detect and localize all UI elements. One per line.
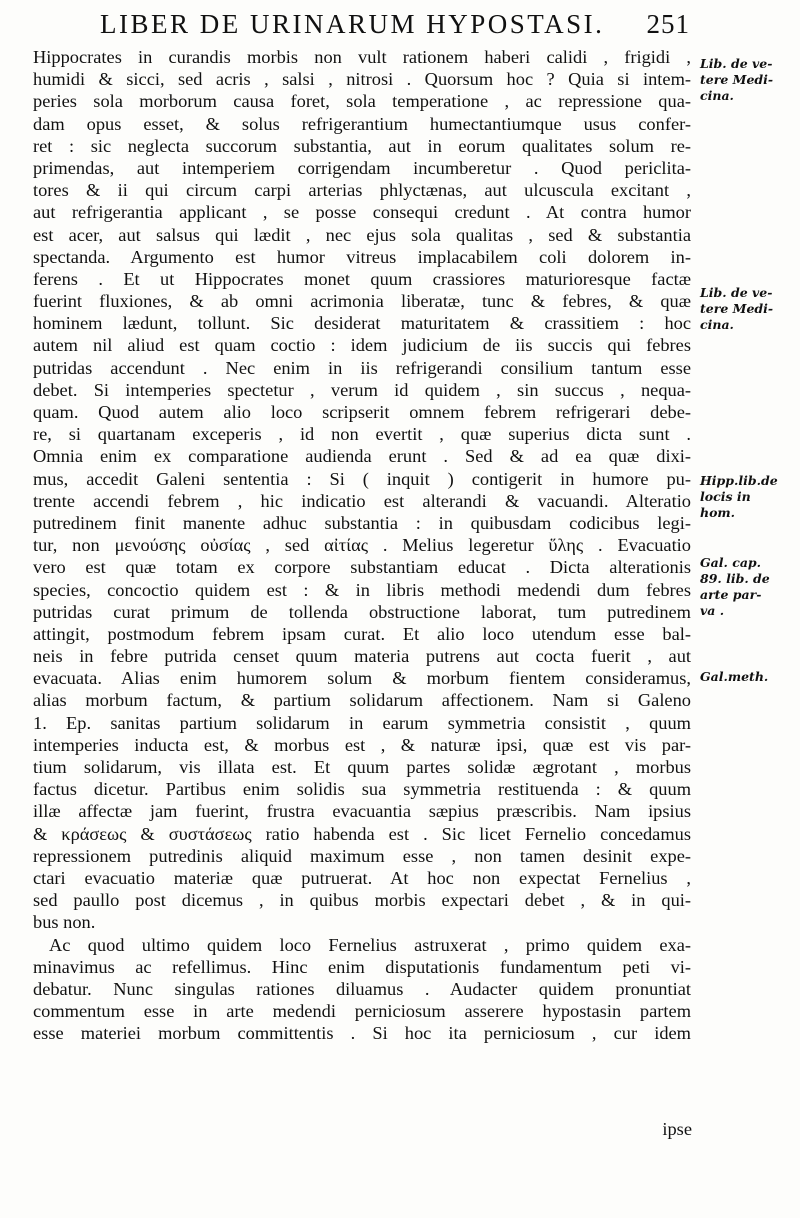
text-line: primendas, aut intemperiem corrigendam incumberetur . Quod periclita- (33, 157, 691, 178)
text-line: peries sola morborum causa foret, sola temperatione , ac repressione qua- (33, 91, 691, 112)
margin-note (700, 56, 796, 104)
text-line: bus non. (33, 912, 96, 933)
text-line: intemperies inducta est, & morbus est , & naturæ ipsi, quæ est vis par- (33, 734, 691, 755)
margin-note-line: Lib. de ve- (700, 285, 773, 300)
text-line: esse materiei morbum committentis . Si hoc ita perniciosum , cur idem (33, 1023, 691, 1044)
text-line: alias morbum factum, & partium solidarum affectionem. Nam si Galeno (33, 690, 691, 711)
text-line: minavimus ac refellimus. Hinc enim disputationis fundamentum peti vi- (33, 956, 691, 977)
text-line: 1. Ep. sanitas partium solidarum in earum symmetria consistit , quum (33, 712, 691, 733)
text-line: neis in febre putrida censet quum materia putrens aut cocta fuerit , aut (33, 646, 691, 667)
margin-note-line: Gal. cap. (700, 555, 762, 570)
text-line: putredinem finit manente adhuc substantia : in quibusdam codicibus legi- (33, 512, 691, 533)
text-line: & κράσεως & συστάσεως ratio habenda est . Sic licet Fernelio concedamus (33, 823, 691, 844)
margin-note-line: va . (700, 603, 725, 618)
catchword: ipse (662, 1119, 692, 1139)
margin-note-line: cina. (700, 317, 734, 332)
text-line: repressionem putredinis aliquid maximum esse , non tamen desinit expe- (33, 845, 691, 866)
text-line: quam. Quod autem alio loco scripserit omnem febrem refrigerari debe- (33, 402, 691, 422)
margin-note (700, 473, 796, 521)
text-line: debet. Si intemperies spectetur , verum id quidem , sin succus , nequa- (33, 379, 691, 400)
page-number: 251 (646, 9, 690, 39)
text-line: tur, non μενούσης οὐσίας , sed αἰτίας . Melius legeretur ὕλης . Evacuatio (33, 535, 691, 556)
text-line: trente accendi febrem , hic indicatio est alterandi & vacuandi. Alteratio (33, 490, 691, 511)
text-line: Hippocrates in curandis morbis non vult rationem haberi calidi , frigidi , (33, 47, 691, 67)
main-text-block (33, 46, 691, 1044)
margin-note-line: 89. lib. de (700, 571, 770, 586)
text-line: Omnia enim ex comparatione audienda erunt . Sed & ad ea quæ dixi- (33, 446, 691, 467)
text-line: est acer, aut salsus qui lædit , nec ejus sola qualitas , sed & substantia (33, 224, 691, 245)
text-line: ret : sic neglecta succorum substantia, aut in eorum qualitates solum re- (33, 135, 691, 156)
text-line: species, concoctio quidem est : & in libris methodi medendi dum febres (33, 579, 691, 600)
margin-note-line: locis in (700, 489, 751, 504)
text-line: evacuata. Alias enim humorem solum & morbum fientem consideramus, (33, 668, 691, 689)
text-line: mus, accedit Galeni sententia : Si ( inquit ) contigerit in humore pu- (33, 468, 691, 489)
margin-note-line: tere Medi- (700, 301, 774, 316)
text-line: hominem lædunt, tollunt. Sic desiderat maturitatem & crassitiem : hoc (33, 313, 691, 334)
margin-note-line: Gal.meth. (700, 669, 769, 684)
text-line: tores & ii qui circum carpi arterias phlyctænas, aut ulcuscula excitant , (33, 180, 691, 201)
margin-note-line: Lib. de ve- (700, 56, 773, 71)
running-head (100, 6, 690, 42)
text-line: putridas curat primum de tollenda obstructione laborat, tum putredinem (33, 601, 691, 622)
text-line: illæ affectæ jam fuerint, frustra evacuantia sæpius præscribis. Nam ipsius (33, 801, 691, 822)
text-line: re, si quartanam exceperis , id non evertit , quæ superius dicta sunt . (33, 424, 691, 445)
margin-note-line: hom. (700, 505, 736, 520)
text-line: commentum esse in arte medendi perniciosum asserere hypostasin partem (33, 1001, 691, 1022)
text-line: vero est quæ totam ex corpore substantiam educat . Dicta alterationis (33, 557, 691, 578)
text-line: ferens . Et ut Hippocrates monet quum crassiores maturioresque factæ (33, 268, 691, 289)
text-line: putridas accendunt . Nec enim in iis refrigerandi consilium tantum esse (33, 357, 691, 378)
margin-note (700, 555, 796, 619)
text-line: Ac quod ultimo quidem loco Fernelius astruxerat , primo quidem exa- (49, 934, 691, 955)
text-line: factus dicetur. Partibus enim solidis sua symmetria restituenda : & quum (33, 779, 691, 800)
text-line: spectanda. Argumento est humor vitreus implacabilem coli dolorem in- (33, 246, 691, 267)
margin-note-line: Hipp.lib.de (700, 473, 778, 488)
margin-note-line: tere Medi- (700, 72, 774, 87)
text-line: attingit, postmodum febrem ipsam curat. Et alio loco utendum esse bal- (33, 623, 691, 644)
text-line: debatur. Nunc singulas rationes diluamus . Audacter quidem pronuntiat (33, 978, 691, 999)
text-line: ctari evacuatio materiæ quæ putruerat. At hoc non expectat Fernelius , (33, 867, 691, 888)
text-line: autem nil aliud est quam coctio : idem judicium de iis succis qui febres (33, 335, 691, 356)
text-line: aut refrigerantia applicant , se posse consequi credunt . At contra humor (33, 202, 691, 223)
text-line: fuerint fluxiones, & ab omni acrimonia liberatæ, tunc & febres, & quæ (33, 291, 691, 312)
text-line: humidi & sicci, sed acris , salsi , nitrosi . Quorsum hoc ? Quia si intem- (33, 69, 691, 90)
margin-note (700, 669, 796, 685)
text-line: sed paullo post dicemus , in quibus morbis expectari debet , & in qui- (33, 890, 691, 911)
text-line: tium solidarum, vis illata est. Et quum partes solidæ ægrotant , morbus (33, 757, 691, 777)
text-line: dam opus esset, & solus refrigerantium humectantiumque usus confer- (33, 113, 691, 134)
running-title: LIBER DE URINARUM HYPOSTASI. (100, 9, 605, 39)
margin-note-line: cina. (700, 88, 734, 103)
margin-note (700, 285, 796, 333)
margin-note-line: arte par- (700, 587, 762, 602)
